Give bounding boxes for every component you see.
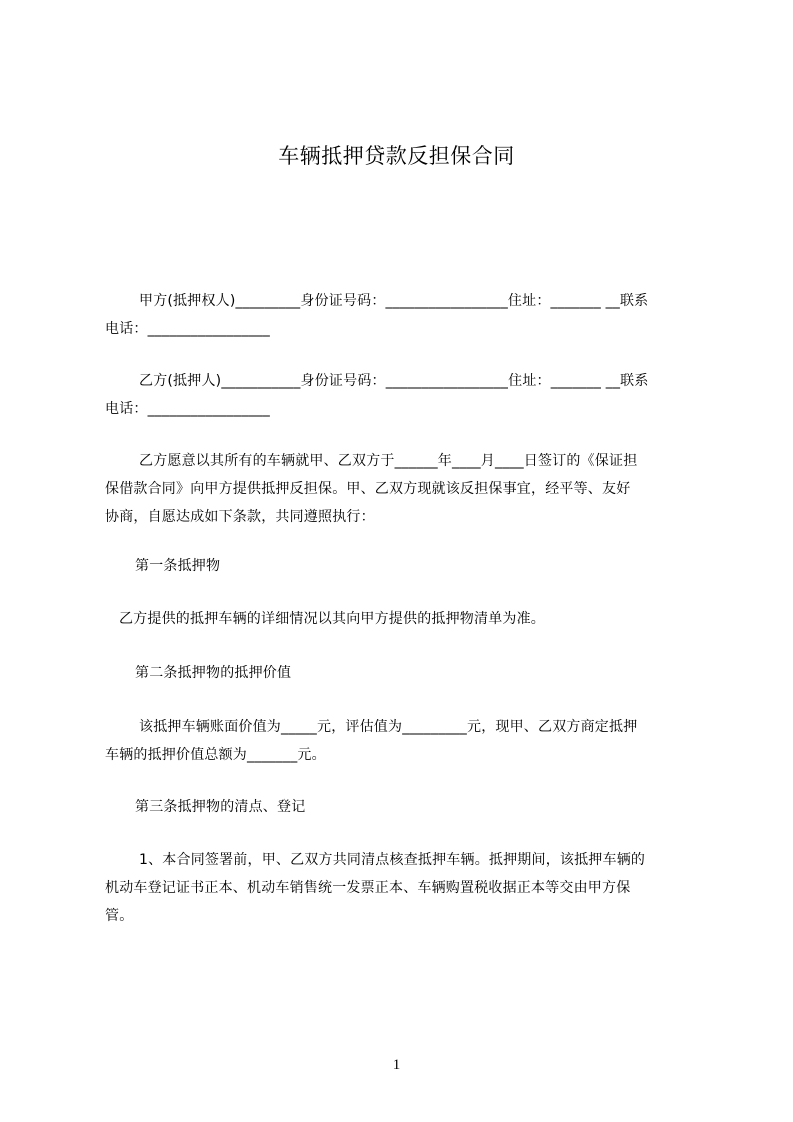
- article-3-line-2: 机动车登记证书正本、机动车销售统一发票正本、车辆购置税收据正本等交由甲方保: [105, 880, 631, 896]
- article-2-line-1: 该抵押车辆账面价值为_____元，评估值为_________元，现甲、乙双方商定抵押: [139, 719, 638, 735]
- preamble-line-3: 协商，自愿达成如下条款，共同遵照执行：: [105, 509, 375, 525]
- party-a-line-1: 甲方(抵押权人)_________身份证号码：_________________住址：_______ __联系: [139, 293, 649, 309]
- page-number: 1: [392, 1057, 401, 1073]
- article-2-heading: 第二条抵押物的抵押价值: [135, 665, 292, 681]
- article-1-heading-paragraph: [105, 552, 705, 580]
- article-3-heading-paragraph: [105, 793, 705, 821]
- article-1-body-paragraph: [105, 605, 705, 633]
- article-3-heading: 第三条抵押物的清点、登记: [135, 799, 306, 815]
- article-2-body-paragraph: [105, 713, 705, 769]
- preamble-line-2: 保借款合同》向甲方提供抵押反担保。甲、乙双方现就该反担保事宜，经平等、友好: [105, 481, 631, 497]
- article-2-heading-paragraph: [105, 659, 705, 687]
- party-b-paragraph: [105, 367, 705, 423]
- party-b-line-1: 乙方(抵押人)___________身份证号码：_________________住址：_______ __联系: [139, 373, 649, 389]
- preamble-line-1: 乙方愿意以其所有的车辆就甲、乙双方于______年____月____日签订的《保证担: [139, 453, 638, 469]
- party-b-line-2: 电话：_________________: [105, 401, 270, 417]
- article-3-line-3: 管。: [105, 908, 134, 924]
- article-1-body: 乙方提供的抵押车辆的详细情况以其向甲方提供的抵押物清单为准。: [119, 611, 545, 627]
- article-1-heading: 第一条抵押物: [135, 558, 221, 574]
- article-3-line-1: 1、本合同签署前，甲、乙双方共同清点核查抵押车辆。抵押期间，该抵押车辆的: [139, 852, 646, 868]
- preamble-paragraph: [105, 447, 705, 531]
- document-title: 车辆抵押贷款反担保合同: [278, 144, 515, 168]
- party-a-paragraph: [105, 287, 705, 343]
- article-2-line-2: 车辆的抵押价值总额为_______元。: [105, 747, 326, 763]
- article-3-body-paragraph: [105, 846, 705, 930]
- party-a-line-2: 电话：_________________: [105, 321, 270, 337]
